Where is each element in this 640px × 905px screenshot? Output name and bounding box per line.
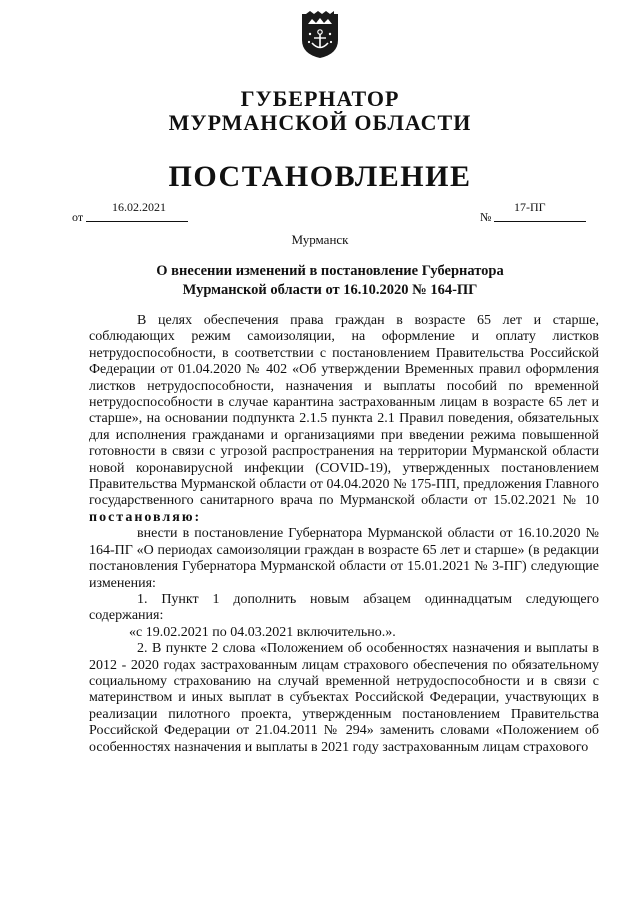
authority-title-line1: ГУБЕРНАТОР [240, 86, 400, 111]
document-number: 17-ПГ [514, 200, 546, 214]
paragraph-preamble [89, 313, 599, 526]
paragraph-item-1-quote: «с 19.02.2021 по 04.03.2021 включительно.». [129, 624, 396, 640]
preamble-text: В целях обеспечения права граждан в возрасте 65 лет и старше, соблюдающих режим самоизоляции, на оформление и оплату листков нетрудоспособности, в соответствии с постановлением Правительства Российской Федерации от 01.04.2020 № 402 «Об утверждении Временных правил оформления листков нетрудоспособности, назначения и выплаты пособий по временной нетрудоспособности в случае карантина застрахованным лицам в возрасте 65 лет и старше», на основании подпункта 2.1.5 пункта 2.1 Правил поведения, обязательных для исполнения гражданами и организациями при введении режима повышенной готовности в связи с угрозой распространения на территории Мурманской области новой коронавирусной инфекции (COVID-19), утвержденных постановлением Правительства Мурманской области от 04.04.2020 № 175-ПП, предложения Главного государственного санитарного врача по Мурманской области от 15.02.2021 № 10 [89, 313, 599, 509]
paragraph-item-1: 1. Пункт 1 дополнить новым абзацем одиннадцатым следующего содержания: [89, 591, 599, 624]
coat-of-arms-icon [300, 10, 340, 60]
number-underline [494, 221, 586, 222]
city-name: Мурманск [291, 232, 349, 247]
date-label: от [72, 210, 84, 224]
authority-title-line2: МУРМАНСКОЙ ОБЛАСТИ [168, 110, 472, 135]
paragraph-resolution: внести в постановление Губернатора Мурманской области от 16.10.2020 № 164-ПГ «О периодах самоизоляции граждан в возрасте 65 лет и старше» (в редакции постановления Губернатора Мурманской области от 15.01.2021 № 3-ПГ) следующие изменения: [89, 526, 599, 591]
document-body [89, 313, 599, 756]
number-label: № [480, 210, 492, 224]
document-date: 16.02.2021 [112, 200, 166, 214]
decree-keyword: постановляю: [89, 509, 202, 525]
paragraph-item-2: 2. В пункте 2 слова «Положением об особенностях назначения и выплаты в 2012 - 2020 годах застрахованным лицам страхового обеспечения по обязательному социальному страхованию на случай временной нетрудоспособности и в связи с материнством и иных выплат в субъектах Российской Федерации, участвующих в реализации пилотного проекта, утвержденным постановлением Правительства Российской Федерации от 21.04.2011 № 294» заменить словами «Положением об особенностях назначения и выплаты в 2021 году застрахованным лицам страхового [89, 641, 599, 755]
document-subject: О внесении изменений в постановление Губернатора Мурманской области от 16.10.2020 № 164-ПГ [156, 263, 504, 298]
date-underline [86, 221, 188, 222]
document-type-title: ПОСТАНОВЛЕНИЕ [168, 160, 472, 193]
